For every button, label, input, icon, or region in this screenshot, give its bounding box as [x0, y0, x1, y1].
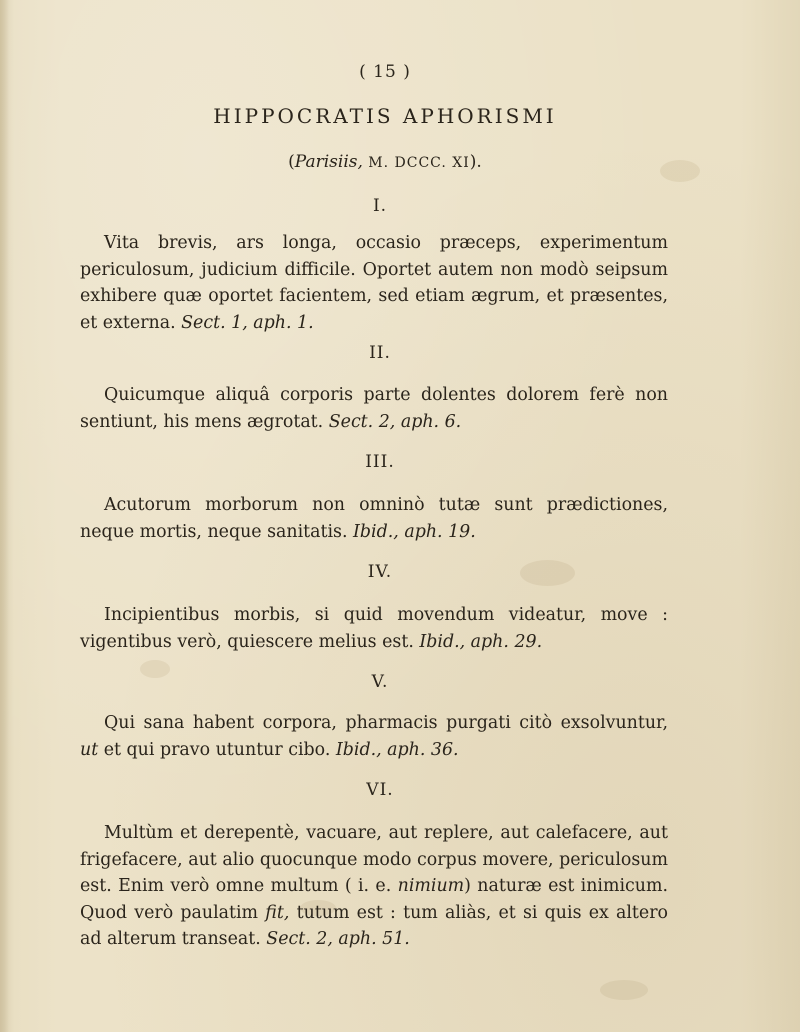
aphorism-numeral: III. — [365, 452, 395, 472]
aphorism-lead-italic: ut — [80, 739, 99, 760]
aphorism-text — [80, 382, 668, 435]
page-subtitle — [0, 152, 770, 172]
subtitle-date: M. DCCC. XI — [368, 155, 470, 171]
page-title: HIPPOCRATIS APHORISMI — [213, 104, 557, 128]
aphorism-reference: Ibid., aph. 36. — [335, 739, 459, 760]
aphorism-text — [80, 710, 668, 763]
aphorism-text — [80, 820, 668, 953]
aphorism-italic-term: fit, — [265, 902, 290, 923]
subtitle-place: Parisiis, — [294, 152, 363, 172]
aphorism-body: Quicumque aliquâ corporis parte dolentes dolorem ferè non sentiunt, his mens ægrotat. — [80, 385, 668, 432]
aphorism-reference: Ibid., aph. 19. — [353, 521, 476, 542]
aphorism-body: Acutorum morborum non omninò tutæ sunt prædictiones, neque mortis, neque sanitatis. — [80, 495, 668, 542]
aphorism-reference: Ibid., aph. 29. — [419, 631, 543, 652]
aphorism-body: Qui sana habent corpora, pharmacis purgati citò exsolvuntur, — [104, 713, 668, 733]
paper-stain — [600, 980, 648, 1000]
subtitle-close-paren: ). — [469, 152, 482, 172]
aphorism-numeral: V. — [371, 672, 389, 692]
page-number: ( 15 ) — [359, 62, 411, 82]
aphorism-reference: Sect. 2, aph. 51. — [266, 929, 410, 949]
aphorism-numeral: VI. — [366, 780, 394, 800]
aphorism-reference: Sect. 2, aph. 6. — [328, 411, 462, 432]
aphorism-body: Incipientibus morbis, si quid movendum videatur, move : vigentibus verò, quiescere melius est. — [80, 605, 668, 652]
aphorism-numeral: IV. — [367, 562, 393, 582]
aphorism-text — [80, 230, 668, 336]
aphorism-numeral: I. — [372, 196, 388, 216]
aphorism-reference: Sect. 1, aph. 1. — [181, 312, 314, 333]
aphorism-text — [80, 602, 668, 655]
aphorism-body-continued: et qui pravo utuntur cibo. — [103, 739, 331, 760]
aphorism-body: Vita brevis, ars longa, occasio præceps, experimentum periculosum, judicium difficile. Oportet autem non modò seipsum exhibere quæ oportet facientem, sed etiam ægrum, et præsentes, et externa. — [80, 233, 668, 333]
aphorism-numeral: II. — [369, 343, 391, 363]
aphorism-body-middle: ) naturæ est inimicum. Quod verò paulatim — [80, 876, 669, 923]
aphorism-body: Multùm et derepentè, vacuare, aut replere, aut calefacere, aut frigefacere, aut alio quocunque modo corpus movere, periculosum est. Enim verò omne multum ( i. e. — [80, 823, 668, 896]
aphorism-body-continued: tutum est : tum aliàs, et si quis ex altero ad alterum transeat. — [80, 902, 668, 949]
subtitle-open-paren: ( — [288, 152, 295, 172]
aphorism-italic-term: nimium — [397, 876, 465, 896]
aphorism-text — [80, 492, 668, 545]
